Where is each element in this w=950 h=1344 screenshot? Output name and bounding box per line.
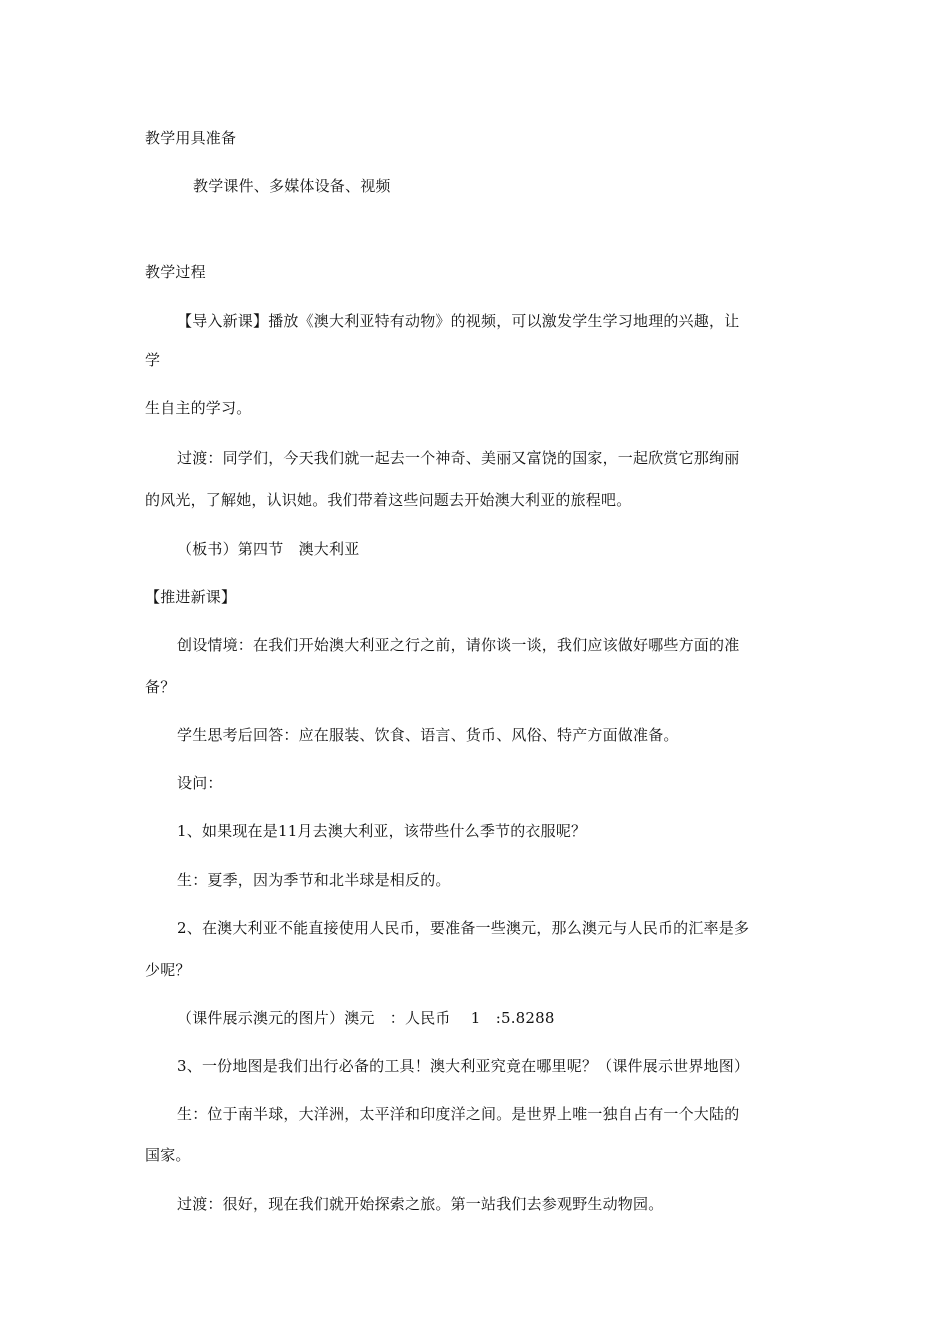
paragraph-exchange-rate: （课件展示澳元的图片）澳元 ：人民币 1 :5.8288 <box>177 1009 555 1027</box>
paragraph-tools-list: 教学课件、多媒体设备、视频 <box>193 177 391 195</box>
heading-new-lesson: 【推进新课】 <box>145 588 237 606</box>
paragraph-answer-3-line2: 国家。 <box>145 1146 191 1164</box>
paragraph-transition-line1: 过渡：同学们，今天我们就一起去一个神奇、美丽又富饶的国家，一起欣赏它那绚丽 <box>177 449 740 467</box>
paragraph-intro-line1: 【导入新课】播放《澳大利亚特有动物》的视频，可以激发学生学习地理的兴趣，让 <box>177 312 740 330</box>
heading-teaching-tools: 教学用具准备 <box>145 129 237 147</box>
paragraph-board-note: （板书）第四节 澳大利亚 <box>177 540 360 558</box>
heading-teaching-process: 教学过程 <box>145 263 206 281</box>
paragraph-scenario-line2: 备？ <box>145 678 176 696</box>
paragraph-questions-label: 设问： <box>177 774 223 792</box>
paragraph-question-1: 1、如果现在是11月去澳大利亚，该带些什么季节的衣服呢？ <box>177 822 587 840</box>
paragraph-transition-final: 过渡：很好，现在我们就开始探索之旅。第一站我们去参观野生动物园。 <box>177 1195 664 1213</box>
paragraph-intro-line2: 学 <box>145 351 161 369</box>
paragraph-answer-3-line1: 生：位于南半球，大洋洲，太平洋和印度洋之间。是世界上唯一独自占有一个大陆的 <box>177 1105 740 1123</box>
paragraph-transition-line2: 的风光，了解她，认识她。我们带着这些问题去开始澳大利亚的旅程吧。 <box>145 491 632 509</box>
paragraph-student-answer: 学生思考后回答：应在服装、饮食、语言、货币、风俗、特产方面做准备。 <box>177 726 679 744</box>
paragraph-scenario-line1: 创设情境：在我们开始澳大利亚之行之前，请你谈一谈，我们应该做好哪些方面的准 <box>177 636 740 654</box>
paragraph-question-2-line1: 2、在澳大利亚不能直接使用人民币，要准备一些澳元，那么澳元与人民币的汇率是多 <box>177 919 750 937</box>
paragraph-question-3: 3、一份地图是我们出行必备的工具！澳大利亚究竟在哪里呢？（课件展示世界地图） <box>177 1057 750 1075</box>
paragraph-answer-1: 生：夏季，因为季节和北半球是相反的。 <box>177 871 451 889</box>
paragraph-question-2-line2: 少呢？ <box>145 961 191 979</box>
paragraph-intro-line3: 生自主的学习。 <box>145 399 252 417</box>
